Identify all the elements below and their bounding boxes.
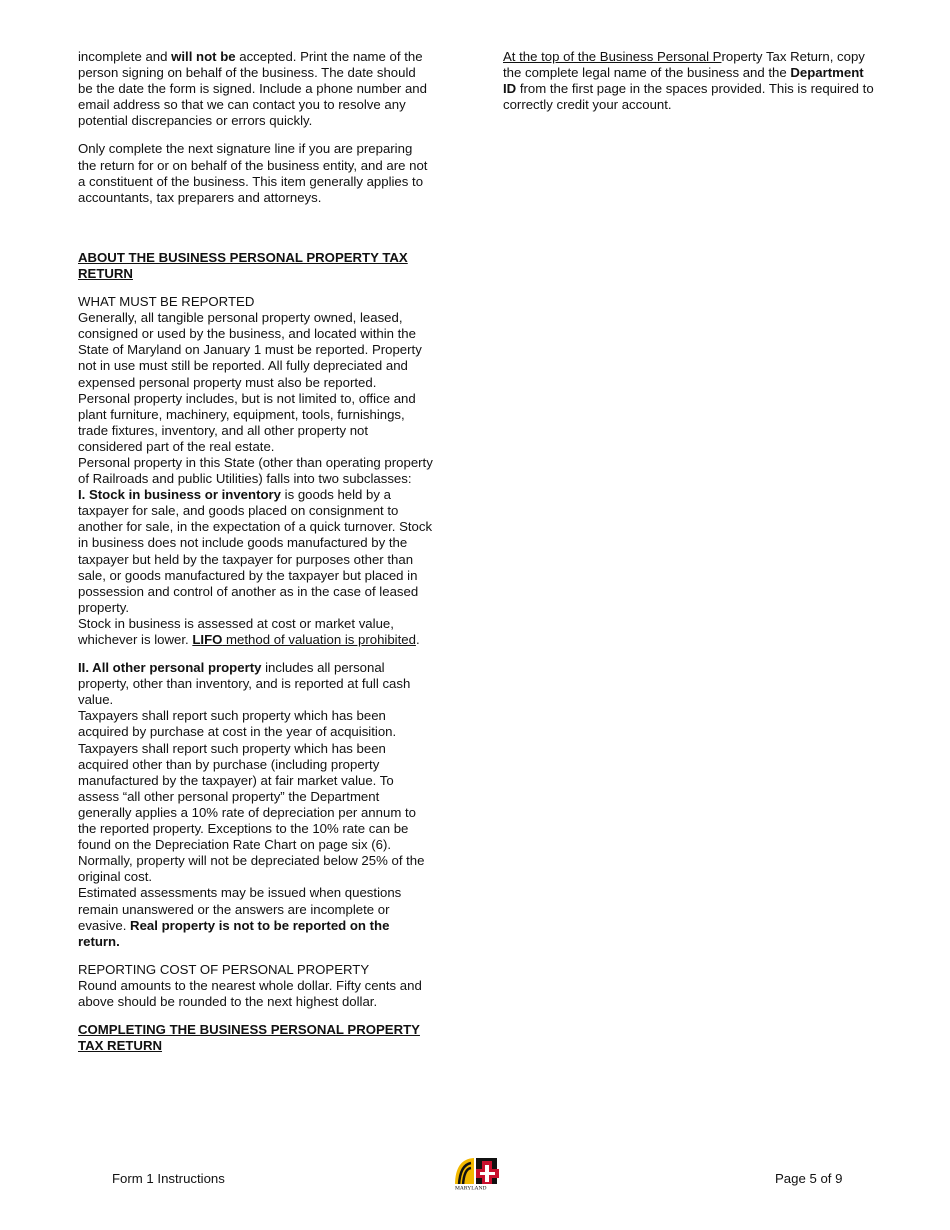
signature-paragraph: incomplete and will not be accepted. Print the name of the person signing on behalf of the business. The date should be the date the form is signed. Include a phone number and email address so that we can contact you to resolve any potential discrepancies or errors quickly. [78,49,427,129]
estimated-assessment-paragraph: Estimated assessments may be issued when questions remain unanswered or the answers are incomplete or evasive. Real property is not to be reported on the return. [78,885,402,949]
reporting-paragraph: Generally, all tangible personal property owned, leased, consigned or used by the business, and located within the State of Maryland on January 1 must be reported. Property not in use must still be reported. All fully depreciated and expensed personal property must also be reported. [78,310,422,390]
left-column [78,49,434,1054]
heading-completing-return: COMPLETING THE BUSINESS PERSONAL PROPERTY TAX RETURN [78,1022,420,1054]
maryland-logo-icon [449,1155,501,1192]
stock-in-business-paragraph: I. Stock in business or inventory is goods held by a taxpayer for sale, and goods placed on consignment to another for sale, in the expectation of a quick turnover. Stock in business does not include goods manufactured by the taxpayer but held by the taxpayer for purposes other than sale, or goods manufactured by the taxpayer but placed in possession and control of another as in the case of leased property. [78,487,433,615]
rounding-paragraph: Round amounts to the nearest whole dollar. Fifty cents and above should be rounded to the next highest dollar. [78,977,422,1009]
acquisition-paragraph: Taxpayers shall report such property which has been acquired by purchase at cost in the year of acquisition. Taxpayers shall report such property which has been acquired other than by purchase (including property manufactured by the taxpayer) at fair market value. To assess “all other personal property” the Department generally applies a 10% rate of depreciation per annum to the reported property. Exceptions to the 10% rate can be found on the Depreciation Rate Chart on page six (6). [78,708,416,853]
footer-form-label: Form 1 Instructions [112,1171,225,1186]
other-property-paragraph: II. All other personal property includes all personal property, other than inventory, and is reported at full cash value. [78,660,411,708]
personal-property-paragraph: Personal property includes, but is not limited to, office and plant furniture, machinery, equipment, tools, furnishings, trade fixtures, inventory, and all other property not considered part of the real estate. [78,390,416,454]
heading-about-return: ABOUT THE BUSINESS PERSONAL PROPERTY TAX RETURN [78,249,408,281]
preparer-paragraph: Only complete the next signature line if you are preparing the return for or on behalf of the business entity, and are not a constituent of the business. This item generally applies to accountants, tax preparers and attorneys. [78,141,428,205]
right-column [503,49,878,113]
depreciation-floor-paragraph: Normally, property will not be depreciated below 25% of the original cost. [78,853,425,885]
subclasses-paragraph: Personal property in this State (other than operating property of Railroads and public Utilities) falls into two subclasses: [78,454,433,487]
subheading-reporting-cost: REPORTING COST OF PERSONAL PROPERTY [78,961,370,977]
footer-page-number: Page 5 of 9 [775,1171,843,1186]
subheading-what-must-be-reported: WHAT MUST BE REPORTED [78,294,255,310]
copy-business-name-paragraph: At the top of the Business Personal Property Tax Return, copy the complete legal name of the business and the Department ID from the first page in the spaces provided. This is required to correctly credit your account. [503,49,874,113]
logo-wordmark: MARYLAND [455,1185,487,1192]
stock-assessment-paragraph: Stock in business is assessed at cost or market value, whichever is lower. LIFO method of valuation is prohibited. [78,615,420,647]
